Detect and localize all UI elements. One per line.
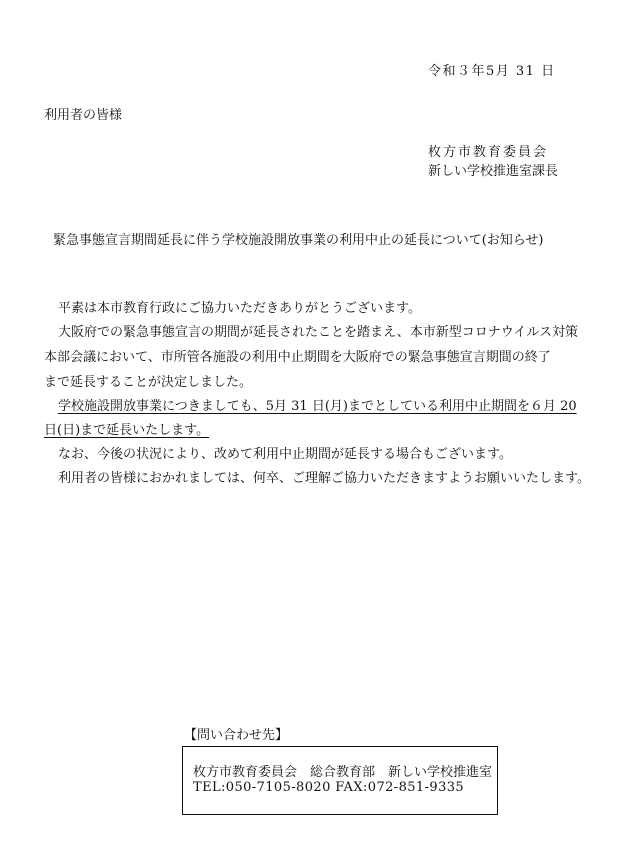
addressee: 利用者の皆様 [44,108,123,123]
body-paragraph-2-line-2: 本部会議において、市所管各施設の利用中止期間を大阪府での緊急事態宣言期間の終了 [44,350,551,365]
body-paragraph-2-line-1: 大阪府での緊急事態宣言の期間が延長されたことを踏まえ、本市新型コロナウイルス対策 [58,325,579,340]
body-paragraph-4: なお、今後の状況により、改めて利用中止期間が延長する場合もございます。 [58,447,512,462]
contact-phone-fax: TEL:050-7105-8020 FAX:072-851-9335 [193,780,465,795]
sender-title: 新しい学校推進室課長 [428,164,559,179]
body-paragraph-1: 平素は本市教育行政にご協力いただきありがとうございます。 [58,301,421,316]
contact-heading: 【問い合わせ先】 [184,728,289,743]
document-title: 緊急事態宣言期間延長に伴う学校施設開放事業の利用中止の延長について(お知らせ) [53,233,544,248]
body-paragraph-2-line-3: まで延長することが決定しました。 [44,375,253,390]
body-paragraph-3-line-1: 学校施設開放事業につきましても、5月 31 日(月)までとしている利用中止期間を６月 20 [58,399,577,414]
body-paragraph-5: 利用者の皆様におかれましては、何卒、ご理解ご協力いただきますようお願いいたします。 [58,471,590,486]
document-date: 令和３年5月 31 日 [428,64,556,79]
body-paragraph-3-line-2: 日(日)まで延長いたします。 [44,423,210,438]
sender-organization: 枚方市教育委員会 [428,145,549,160]
contact-department: 枚方市教育委員会 総合教育部 新しい学校推進室 [193,765,493,780]
contact-box [182,746,498,815]
